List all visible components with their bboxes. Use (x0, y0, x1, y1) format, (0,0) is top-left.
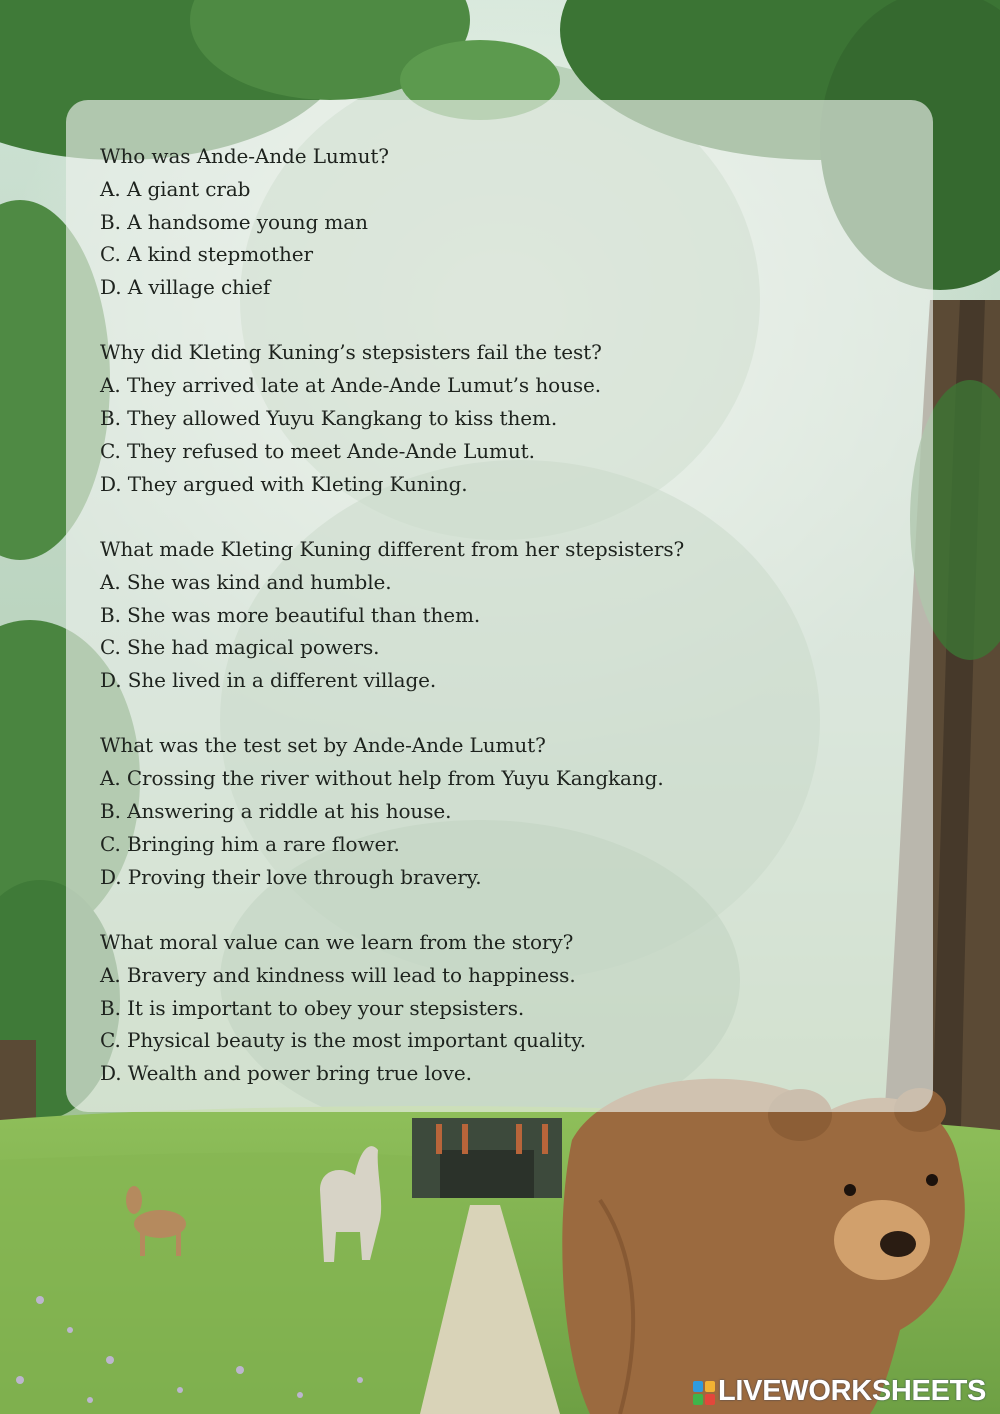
answer-option[interactable]: D. Proving their love through bravery. (100, 864, 482, 889)
question-block-5 (100, 926, 899, 1090)
answer-option[interactable]: D. They argued with Kleting Kuning. (100, 471, 468, 496)
question-text: Why did Kleting Kuning’s stepsisters fail the test? (100, 340, 602, 365)
answer-option[interactable]: B. Answering a riddle at his house. (100, 799, 452, 824)
liveworksheets-watermark (693, 1374, 993, 1410)
question-text: Who was Ande-Ande Lumut? (100, 144, 389, 168)
question-block-1 (100, 140, 899, 304)
answer-option[interactable]: B. She was more beautiful than them. (100, 602, 481, 627)
question-text: What moral value can we learn from the story? (100, 929, 574, 954)
answer-option[interactable]: A. A giant crab (100, 176, 251, 201)
question-panel (66, 100, 933, 1112)
answer-option[interactable]: C. Physical beauty is the most important quality. (100, 1028, 586, 1053)
question-block-3 (100, 533, 899, 697)
question-block-2 (100, 336, 899, 500)
watermark-text: LIVEWORKSHEETS (718, 1375, 987, 1407)
answer-option[interactable]: A. Bravery and kindness will lead to happiness. (100, 962, 576, 987)
answer-option[interactable]: B. A handsome young man (100, 209, 368, 234)
liveworksheets-logo-icon (693, 1381, 715, 1405)
answer-option[interactable]: A. They arrived late at Ande-Ande Lumut’s house. (100, 373, 602, 398)
answer-option[interactable]: D. She lived in a different village. (100, 668, 437, 693)
answer-option[interactable]: A. She was kind and humble. (100, 569, 392, 594)
question-text: What made Kleting Kuning different from her stepsisters? (100, 536, 685, 561)
answer-option[interactable]: A. Crossing the river without help from Yuyu Kangkang. (100, 766, 664, 791)
answer-option[interactable]: C. Bringing him a rare flower. (100, 831, 400, 856)
answer-option[interactable]: B. They allowed Yuyu Kangkang to kiss them. (100, 406, 558, 431)
answer-option[interactable]: B. It is important to obey your stepsisters. (100, 995, 525, 1020)
answer-option[interactable]: C. They refused to meet Ande-Ande Lumut. (100, 438, 535, 463)
question-text: What was the test set by Ande-Ande Lumut? (100, 733, 546, 758)
temple-icon (412, 1118, 562, 1198)
answer-option[interactable]: D. Wealth and power bring true love. (100, 1061, 472, 1086)
question-block-4 (100, 729, 899, 893)
answer-option[interactable]: C. She had magical powers. (100, 635, 380, 660)
answer-option[interactable]: C. A kind stepmother (100, 242, 313, 267)
answer-option[interactable]: D. A village chief (100, 275, 271, 300)
